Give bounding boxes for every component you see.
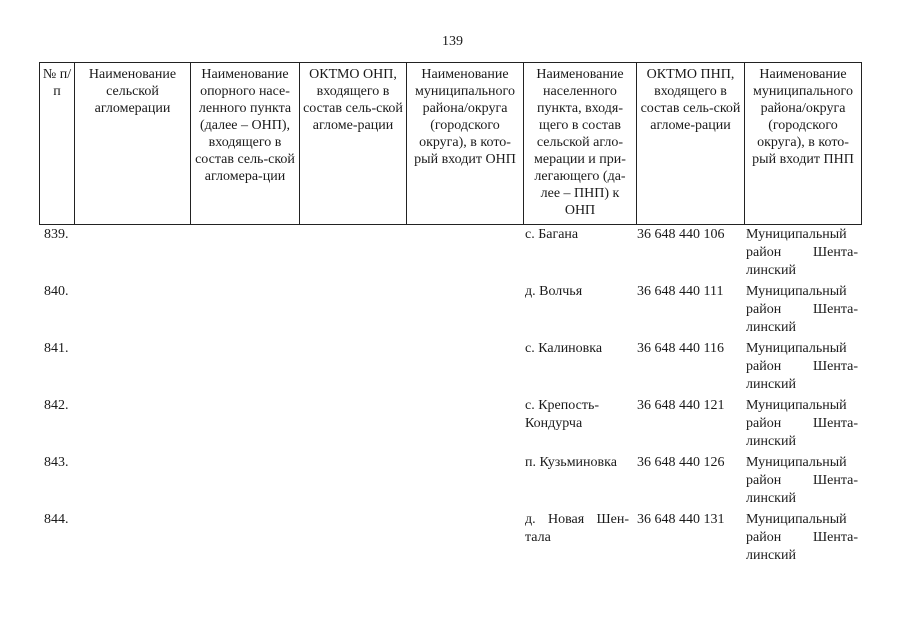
row-number: 843. xyxy=(44,455,69,470)
pnp-oktmo: 36 648 440 131 xyxy=(637,512,725,527)
row-number: 842. xyxy=(44,398,69,413)
pnp-district: Муниципальный район Шента- линский xyxy=(746,455,858,506)
table-header xyxy=(39,62,862,225)
row-number: 839. xyxy=(44,227,69,242)
pnp-name: д. Волчья xyxy=(525,284,583,299)
pnp-name: д. Новая Шен- тала xyxy=(525,512,629,545)
pnp-district: Муниципальный район Шента- линский xyxy=(746,284,858,335)
pnp-name: с. Крепость- Кондурча xyxy=(525,398,599,431)
header-cell-pnp-oktmo: ОКТМО ПНП, входящего в состав сель-ской агломе-рации xyxy=(637,63,745,225)
row-number: 840. xyxy=(44,284,69,299)
table-row xyxy=(39,283,861,340)
pnp-oktmo: 36 648 440 126 xyxy=(637,455,725,470)
pnp-name: п. Кузьминовка xyxy=(525,455,617,470)
table-row xyxy=(39,397,861,454)
header-cell-pnp-district: Наименование муниципального района/округа (городского округа), в кото-рый входит ПНП xyxy=(745,63,862,225)
header-cell-agglomeration: Наименование сельской агломерации xyxy=(75,63,191,225)
pnp-oktmo: 36 648 440 106 xyxy=(637,227,725,242)
row-number: 841. xyxy=(44,341,69,356)
page-number: 139 xyxy=(442,34,463,49)
table-row xyxy=(39,454,861,511)
pnp-oktmo: 36 648 440 121 xyxy=(637,398,725,413)
pnp-district: Муниципальный район Шента- линский xyxy=(746,398,858,449)
header-cell-number: № п/п xyxy=(40,63,75,225)
header-cell-onp-oktmo: ОКТМО ОНП, входящего в состав сель-ской агломе-рации xyxy=(300,63,407,225)
table-row xyxy=(39,511,861,568)
table-row xyxy=(39,340,861,397)
header-cell-onp-name: Наименование опорного насе-ленного пункта (далее – ОНП), входящего в состав сель-ской агломера-ции xyxy=(191,63,300,225)
pnp-oktmo: 36 648 440 111 xyxy=(637,284,724,299)
pnp-name: с. Калиновка xyxy=(525,341,603,356)
table-body xyxy=(39,226,861,568)
table-row xyxy=(39,226,861,283)
header-cell-onp-district: Наименование муниципального района/округа (городского округа), в кото-рый входит ОНП xyxy=(407,63,524,225)
pnp-name: с. Багана xyxy=(525,227,579,242)
pnp-district: Муниципальный район Шента- линский xyxy=(746,512,858,563)
pnp-oktmo: 36 648 440 116 xyxy=(637,341,724,356)
pnp-district: Муниципальный район Шента- линский xyxy=(746,227,858,278)
header-cell-pnp-name: Наименование населенного пункта, входя-щего в состав сельской агло-мерации и при-легающего (да-лее – ПНП) к ОНП xyxy=(524,63,637,225)
row-number: 844. xyxy=(44,512,69,527)
pnp-district: Муниципальный район Шента- линский xyxy=(746,341,858,392)
